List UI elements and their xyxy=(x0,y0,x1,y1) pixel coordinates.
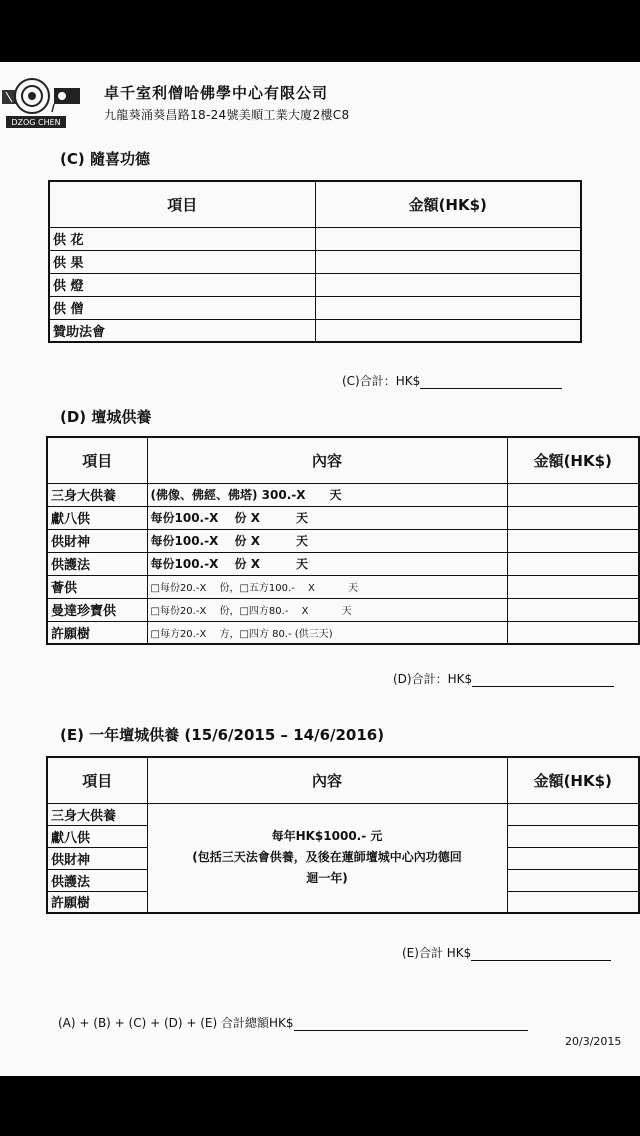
annual-content xyxy=(147,803,507,913)
amount-cell[interactable] xyxy=(507,869,639,891)
table-row xyxy=(47,529,639,552)
company-name: 卓千室利僧哈佛學中心有限公司 xyxy=(104,84,329,102)
row-content: 每份100.-X 份 X 天 xyxy=(147,552,507,575)
amount-cell[interactable] xyxy=(507,552,639,575)
table-row xyxy=(49,296,581,319)
section-d-title: (D) 壇城供養 xyxy=(60,408,152,426)
table-row xyxy=(47,506,639,529)
header-content: 內容 xyxy=(147,757,507,803)
row-label: 供 果 xyxy=(49,250,315,273)
section-e-total xyxy=(402,944,611,961)
row-label: 供財神 xyxy=(47,847,147,869)
table-row xyxy=(47,552,639,575)
row-content: 每份100.-X 份 X 天 xyxy=(147,529,507,552)
section-e-table xyxy=(46,756,640,914)
row-content: 每份100.-X 份 X 天 xyxy=(147,506,507,529)
form-page xyxy=(0,62,640,1076)
row-label: 薈供 xyxy=(47,575,147,598)
amount-cell[interactable] xyxy=(315,227,581,250)
amount-cell[interactable] xyxy=(315,319,581,342)
header-item: 項目 xyxy=(49,181,315,227)
total-label: (C)合計：HK$ xyxy=(342,374,421,388)
row-label: 供財神 xyxy=(47,529,147,552)
table-row xyxy=(49,319,581,342)
header-amount: 金額(HK$) xyxy=(507,437,639,483)
amount-cell[interactable] xyxy=(507,506,639,529)
amount-cell[interactable] xyxy=(507,529,639,552)
row-label: 三身大供養 xyxy=(47,803,147,825)
row-label: 贊助法會 xyxy=(49,319,315,342)
table-row xyxy=(47,803,639,825)
grand-total xyxy=(58,1014,528,1031)
grand-total-input-line[interactable] xyxy=(294,1018,528,1031)
company-address: 九龍葵涌葵昌路18-24號美順工業大廈2樓C8 xyxy=(104,108,350,122)
amount-cell[interactable] xyxy=(507,575,639,598)
section-c-total xyxy=(342,372,562,389)
table-row xyxy=(47,598,639,621)
total-label: (D)合計：HK$ xyxy=(393,672,473,686)
row-content: □每份20.-X 份，□五方100.- X 天 xyxy=(147,575,507,598)
section-c-title: (C) 隨喜功德 xyxy=(60,150,150,168)
row-label: 三身大供養 xyxy=(47,483,147,506)
grand-total-label: (A) + (B) + (C) + (D) + (E) 合計總額HK$ xyxy=(58,1016,294,1030)
annual-note-line1: (包括三天法會供養，及後在蓮師壇城中心內功德回 xyxy=(192,850,462,865)
row-label: 供護法 xyxy=(47,552,147,575)
table-row xyxy=(47,575,639,598)
header-amount: 金額(HK$) xyxy=(507,757,639,803)
header-amount: 金額(HK$) xyxy=(315,181,581,227)
amount-cell[interactable] xyxy=(315,296,581,319)
header-item: 項目 xyxy=(47,757,147,803)
row-content: □每份20.-X 份，□四方80.- X 天 xyxy=(147,598,507,621)
dzogchen-logo xyxy=(2,72,86,130)
annual-price: 每年HK$1000.- 元 xyxy=(271,829,383,844)
row-label: 供護法 xyxy=(47,869,147,891)
section-d-total xyxy=(393,670,614,687)
table-row xyxy=(49,250,581,273)
table-row xyxy=(49,227,581,250)
form-date: 20/3/2015 xyxy=(565,1035,622,1048)
row-label: 許願樹 xyxy=(47,891,147,913)
section-e-title: (E) 一年壇城供養 (15/6/2015 – 14/6/2016) xyxy=(60,726,385,744)
svg-text:DZOG CHEN: DZOG CHEN xyxy=(11,118,61,127)
table-row xyxy=(47,621,639,644)
total-label: (E)合計 HK$ xyxy=(402,946,472,960)
section-c-table xyxy=(48,180,582,343)
amount-cell[interactable] xyxy=(507,483,639,506)
amount-cell[interactable] xyxy=(315,273,581,296)
row-label: 獻八供 xyxy=(47,506,147,529)
section-d-table xyxy=(46,436,640,645)
row-label: 供 燈 xyxy=(49,273,315,296)
amount-cell[interactable] xyxy=(507,825,639,847)
row-label: 獻八供 xyxy=(47,825,147,847)
amount-cell[interactable] xyxy=(507,891,639,913)
amount-cell[interactable] xyxy=(507,803,639,825)
total-input-line[interactable] xyxy=(471,948,611,961)
table-row xyxy=(47,483,639,506)
row-label: 許願樹 xyxy=(47,621,147,644)
total-input-line[interactable] xyxy=(472,674,614,687)
header-item: 項目 xyxy=(47,437,147,483)
row-content: (佛像、佛經、佛塔) 300.-X 天 xyxy=(147,483,507,506)
amount-cell[interactable] xyxy=(507,621,639,644)
row-label: 供 花 xyxy=(49,227,315,250)
row-content: □每方20.-X 方，□四方 80.- (供三天) xyxy=(147,621,507,644)
row-label: 曼達珍寶供 xyxy=(47,598,147,621)
amount-cell[interactable] xyxy=(507,598,639,621)
amount-cell[interactable] xyxy=(507,847,639,869)
table-row xyxy=(49,273,581,296)
header-content: 內容 xyxy=(147,437,507,483)
total-input-line[interactable] xyxy=(420,376,562,389)
amount-cell[interactable] xyxy=(315,250,581,273)
row-label: 供 僧 xyxy=(49,296,315,319)
annual-note-line2: 迴一年) xyxy=(306,871,348,886)
